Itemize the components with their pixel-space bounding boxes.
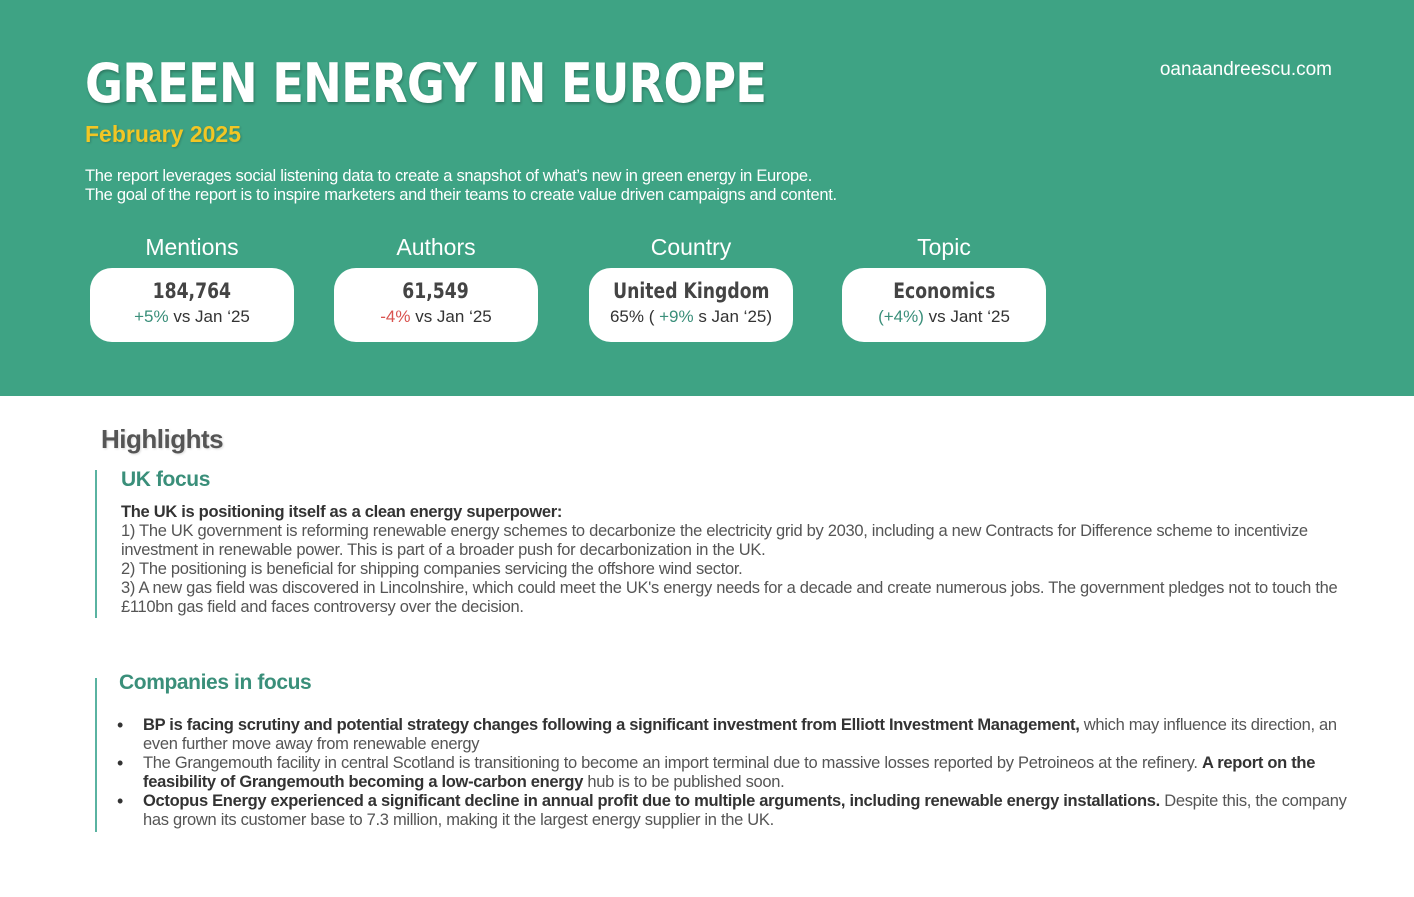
change-positive: +5% <box>134 307 169 326</box>
kpi-change <box>842 307 1046 327</box>
item-text: The Grangemouth facility in central Scotland is transitioning to become an import terminal due to massive losses reported by Petroineos at the refinery. <box>143 754 1202 772</box>
change-prefix: 65% ( <box>609 307 660 326</box>
kpi-card <box>842 268 1046 342</box>
item-bold: A report on the feasibility of Grangemouth becoming a low-carbon energy <box>143 754 1316 791</box>
website-link[interactable]: oanaandreescu.com <box>1159 59 1332 80</box>
uk-focus-lead: The UK is positioning itself as a clean energy superpower: <box>121 503 563 521</box>
kpi-label: Country <box>650 234 732 260</box>
report-title: GREEN ENERGY IN EUROPE <box>85 52 767 115</box>
kpi-topic <box>842 232 1046 342</box>
change-suffix: s Jan ‘25) <box>693 307 773 326</box>
uk-focus-title: UK focus <box>121 468 210 491</box>
change-suffix: vs Jan ‘25 <box>410 307 492 326</box>
kpi-country <box>589 232 793 342</box>
kpi-label: Topic <box>917 234 971 260</box>
companies-list <box>117 716 1347 830</box>
item-text: which may influence its direction, an even further move away from renewable energy <box>143 716 1337 753</box>
report-date: February 2025 <box>85 121 241 147</box>
kpi-value: 184,764 <box>152 279 232 303</box>
uk-focus-body <box>121 503 1351 617</box>
intro-line-2: The goal of the report is to inspire marketers and their teams to create value driven campaigns and content. <box>85 186 837 204</box>
item-text: hub is to be published soon. <box>583 773 785 791</box>
kpi-mentions <box>90 232 294 342</box>
kpi-card <box>334 268 538 342</box>
uk-point: 3) A new gas field was discovered in Lincolnshire, which could meet the UK's energy needs for a decade and create numerous jobs. The government pledges not to touch the £110bn gas field and faces controversy over the decision. <box>121 579 1338 616</box>
kpi-value: Economics <box>892 279 996 303</box>
kpi-change <box>589 307 793 327</box>
kpi-label: Authors <box>396 234 476 260</box>
change-negative: -4% <box>380 307 411 326</box>
item-bold: BP is facing scrutiny and potential strategy changes following a significant investment from Elliott Investment Management, <box>143 716 1080 734</box>
list-item <box>117 716 1347 754</box>
kpi-value: United Kingdom <box>612 279 770 303</box>
list-item <box>117 792 1347 830</box>
kpi-change <box>90 307 294 327</box>
kpi-card <box>589 268 793 342</box>
companies-section-divider <box>95 678 97 832</box>
item-text: Despite this, the company has grown its customer base to 7.3 million, making it the largest energy supplier in the UK. <box>143 792 1347 829</box>
kpi-authors <box>334 232 538 342</box>
kpi-value: 61,549 <box>402 279 470 303</box>
companies-title: Companies in focus <box>119 671 312 694</box>
change-suffix: vs Jan ‘25 <box>168 307 250 326</box>
change-positive: (+4%) <box>878 307 924 326</box>
uk-section-divider <box>95 470 97 618</box>
uk-point: 2) The positioning is beneficial for shipping companies servicing the offshore wind sector. <box>121 560 743 578</box>
intro-text <box>85 167 837 205</box>
change-positive: +9% <box>659 307 694 326</box>
highlights-heading: Highlights <box>101 424 224 454</box>
uk-point: 1) The UK government is reforming renewable energy schemes to decarbonize the electricity grid by 2030, including a new Contracts for Difference scheme to incentivize investment in renewable power. This is part of a broader push for decarbonization in the UK. <box>121 522 1308 559</box>
kpi-card <box>90 268 294 342</box>
item-bold: Octopus Energy experienced a significant decline in annual profit due to multiple arguments, including renewable energy installations. <box>143 792 1160 810</box>
header-banner <box>0 0 1414 396</box>
kpi-label: Mentions <box>145 234 239 260</box>
kpi-change <box>334 307 538 327</box>
change-suffix: vs Jant ‘25 <box>923 307 1010 326</box>
list-item <box>117 754 1347 792</box>
intro-line-1: The report leverages social listening data to create a snapshot of what’s new in green energy in Europe. <box>85 167 813 185</box>
